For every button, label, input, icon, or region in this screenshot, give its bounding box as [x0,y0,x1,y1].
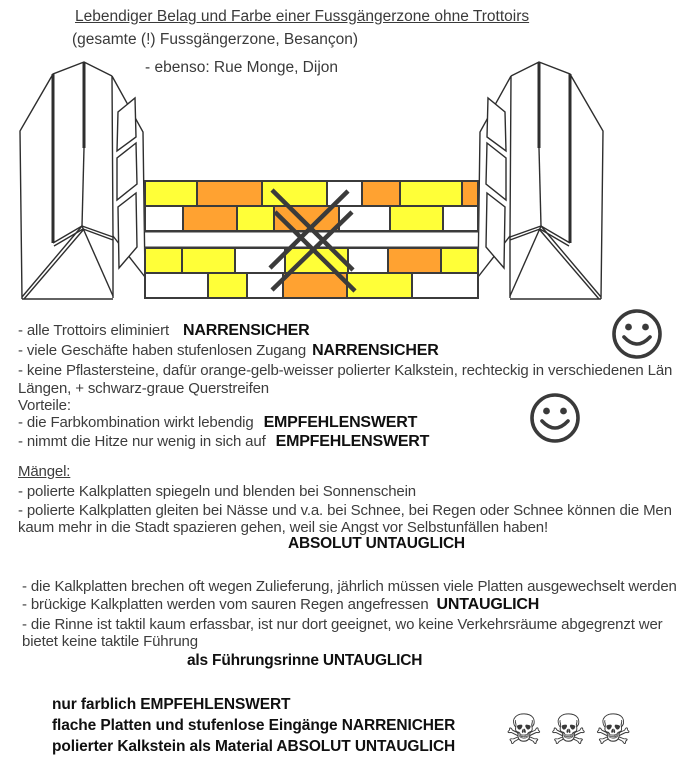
page-subtitle: (gesamte (!) Fussgängerzone, Besançon) [72,31,359,48]
header-note: - ebenso: Rue Monge, Dijon [145,59,339,76]
defect-rinne-cont: bietet keine taktile Führung [22,633,198,650]
verdict-fuehrungsrinne: als Führungsrinne UNTAUGLICH [187,652,423,669]
pavement-stones [145,181,478,298]
note-zugang [18,342,439,360]
street-scene-drawing [0,0,697,320]
smiley-face-icon [529,392,581,444]
note-text: - nimmt die Hitze nur wenig in sich auf [18,433,266,450]
note-text: - brückige Kalkplatten werden vom sauren Regen angefressen [22,596,429,613]
note-kalkstein-cont: Längen, + schwarz-graue Querstreifen [18,380,269,397]
summary-plates: flache Platten und stufenlose Eingänge NARRENICHER [52,717,456,734]
verdict-label: NARRENSICHER [312,342,439,359]
skull-crossbones-icon: ☠ [594,705,632,754]
verdict-label: NARRENSICHER [183,322,310,339]
defect-glare: - polierte Kalkplatten spiegeln und blenden bei Sonnenschein [18,483,416,500]
skull-crossbones-icon: ☠ [505,705,543,754]
right-building [478,62,603,299]
verdict-absolut-untauglich: ABSOLUT UNTAUGLICH [288,535,465,552]
note-trottoirs [18,322,310,340]
verdict-label: EMPFEHLENSWERT [275,433,430,450]
defect-rinne: - die Rinne ist taktil kaum erfassbar, ist nur dort geeignet, wo keine Verkehrsräume abgegrenzt wer [22,616,663,633]
left-building [20,62,145,299]
defect-breakage: - die Kalkplatten brechen oft wegen Zulieferung, jährlich müssen viele Platten ausgewechselt werden [22,578,677,595]
note-kalkstein: - keine Pflastersteine, dafür orange-gelb-weisser polierter Kalkstein, rechteckig in verschiedenen Län [18,362,673,379]
defect-slippery: - polierte Kalkplatten gleiten bei Nässe und v.a. bei Schnee, bei Regen oder Schnee können die Men [18,502,672,519]
verdict-label: EMPFEHLENSWERT [263,414,418,431]
note-text: - viele Geschäfte haben stufenlosen Zugang [18,342,307,359]
summary-material: polierter Kalkstein als Material ABSOLUT UNTAUGLICH [52,738,456,755]
summary-color: nur farblich EMPFEHLENSWERT [52,696,291,713]
smiley-face-icon [611,308,663,360]
skull-icons-row [505,706,632,754]
defect-slippery-cont: kaum mehr in die Stadt spazieren gehen, weil sie Angst vor Selbstunfällen haben! [18,519,548,536]
defect-acid-rain [22,596,539,614]
skull-crossbones-icon: ☠ [549,705,588,754]
vorteile-heading: Vorteile: [18,397,71,414]
verdict-label: UNTAUGLICH [436,596,540,613]
maengel-heading: Mängel: [18,463,71,480]
advantage-heat [18,433,429,451]
advantage-color [18,414,417,432]
note-text: - die Farbkombination wirkt lebendig [18,414,254,431]
page-title: Lebendiger Belag und Farbe einer Fussgängerzone ohne Trottoirs [75,8,530,25]
note-text: - alle Trottoirs eliminiert [18,322,169,339]
